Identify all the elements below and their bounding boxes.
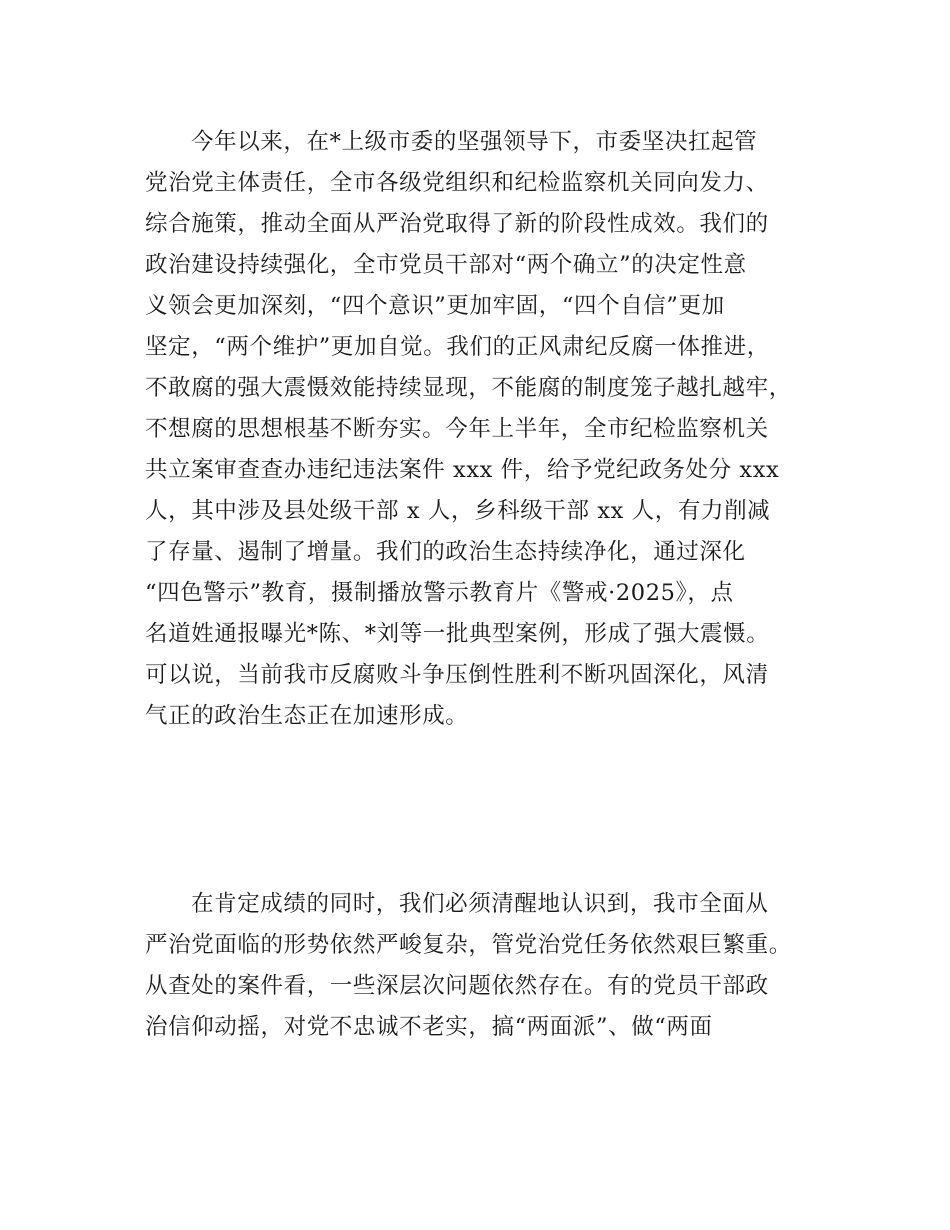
paragraph-achievements: [145, 122, 825, 737]
text-line: 不敢腐的强大震慑效能持续显现，不能腐的制度笼子越扎越牢，: [145, 375, 792, 401]
text-line: 综合施策，推动全面从严治党取得了新的阶段性成效。我们的: [145, 211, 769, 237]
text-line: 政治建设持续强化，全市党员干部对“两个确立”的决定性意: [145, 252, 747, 278]
text-line: 坚定，“两个维护”更加自觉。我们的正风肃纪反腐一体推进，: [145, 334, 770, 360]
text-line: 治信仰动摇，对党不忠诚不老实，搞“两面派”、做“两面: [145, 1014, 713, 1040]
text-line: 党治党主体责任，全市各级党组织和纪检监察机关同向发力、: [145, 170, 769, 196]
text-line: 可以说，当前我市反腐败斗争压倒性胜利不断巩固深化，风清: [145, 662, 769, 688]
text-line: 严治党面临的形势依然严峻复杂，管党治党任务依然艰巨繁重。: [145, 932, 792, 958]
text-line: 义领会更加深刻，“四个意识”更加牢固，“四个自信”更加: [145, 293, 725, 319]
text-line: 共立案审查查办违纪违法案件 xxx 件，给予党纪政务处分 xxx: [145, 457, 780, 483]
text-line: 人，其中涉及县处级干部 x 人，乡科级干部 xx 人，有力削减: [145, 498, 771, 524]
text-line: 名道姓通报曝光*陈、*刘等一批典型案例，形成了强大震慑。: [145, 621, 770, 647]
text-line: 了存量、遏制了增量。我们的政治生态持续净化，通过深化: [145, 539, 746, 565]
text-line: 不想腐的思想根基不断夯实。今年上半年，全市纪检监察机关: [145, 416, 769, 442]
paragraph-challenges: [145, 884, 825, 1048]
text-line: “四色警示”教育，摄制播放警示教育片《警戒·2025》，点: [145, 580, 734, 606]
text-line: 从查处的案件看，一些深层次问题依然存在。有的党员干部政: [145, 973, 769, 999]
text-line: 气正的政治生态正在加速形成。: [145, 703, 469, 729]
text-line: 今年以来，在*上级市委的坚强领导下，市委坚决扛起管: [191, 129, 758, 155]
text-line: 在肯定成绩的同时，我们必须清醒地认识到，我市全面从: [191, 891, 769, 917]
